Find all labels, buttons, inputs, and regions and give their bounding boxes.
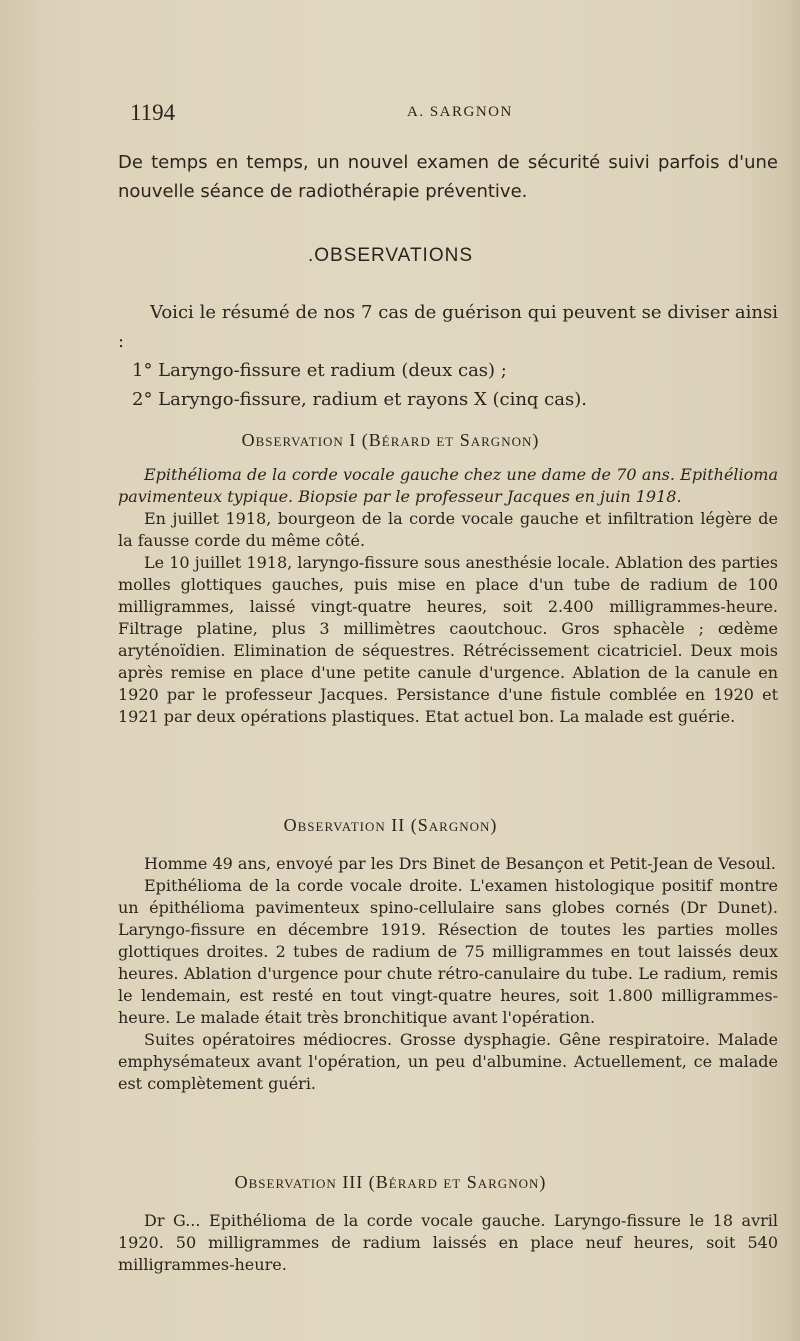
summary-lead: Voici le résumé de nos 7 cas de guérison qui peuvent se diviser ainsi : (118, 302, 778, 352)
observation-paragraph: Epithélioma de la corde vocale gauche chez une dame de 70 ans. Epithélioma pavimenteux typique. Biopsie par le professeur Jacques en juin 1918. (118, 465, 778, 506)
summary-item: 1° Laryngo-fissure et radium (deux cas) ; (132, 360, 507, 381)
observation-body (118, 464, 778, 728)
page-number: 1194 (130, 100, 176, 125)
section-title: .OBSERVATIONS (307, 245, 474, 266)
page-edge-shadow (786, 0, 800, 1341)
observation-paragraph: Homme 49 ans, envoyé par les Drs Binet de Besançon et Petit-Jean de Vesoul. (144, 854, 776, 873)
observation-body (118, 1210, 778, 1276)
observation-paragraph: Epithélioma de la corde vocale droite. L'examen histologique positif montre un épithélioma pavimenteux spino-cellulaire sans globes cornés (Dr Dunet). Laryngo-fissure en décembre 1919. Résection de toutes les parties molles glottiques droites. 2 tubes de radium de 75 milligrammes en tout laissés deux heures. Ablation d'urgence pour chute rétro-canulaire du tube. Le radium, remis le lendemain, est resté en tout vingt-quatre heures, soit 1.800 milligrammes-heure. Le malade était très bronchitique avant l'opération. (118, 876, 778, 1027)
page-header (130, 100, 770, 130)
summary-block (118, 298, 778, 414)
observation-paragraph: En juillet 1918, bourgeon de la corde vocale gauche et infiltration légère de la fausse corde du même côté. (118, 509, 778, 550)
observation-body (118, 853, 778, 1095)
observation-paragraph: Dr G... Epithélioma de la corde vocale gauche. Laryngo-fissure le 18 avril 1920. 50 milligrammes de radium laissés en place neuf heures, soit 540 milligrammes-heure. (118, 1211, 778, 1274)
observation-title: Observation III (Bérard et Sargnon) (234, 1172, 547, 1192)
observation-paragraph: Le 10 juillet 1918, laryngo-fissure sous anesthésie locale. Ablation des parties molles glottiques gauches, puis mise en place d'un tube de radium de 100 milligrammes, laissé vingt-quatre heures, soit 2.400 milligrammes-heure. Filtrage platine, plus 3 millimètres caoutchouc. Gros sphacèle ; œdème aryténoïdien. Elimination de séquestres. Rétrécissement cicatriciel. Deux mois après remise en place d'une petite canule d'urgence. Ablation de la canule en 1920 par le professeur Jacques. Persistance d'une fistule comblée en 1920 et 1921 par deux opérations plastiques. Etat actuel bon. La malade est guérie. (118, 553, 778, 726)
summary-item: 2° Laryngo-fissure, radium et rayons X (cinq cas). (132, 389, 587, 410)
observation-title: Observation I (Bérard et Sargnon) (241, 430, 540, 450)
observation-title: Observation II (Sargnon) (283, 815, 498, 835)
running-head: A. SARGNON (407, 104, 513, 120)
intro-paragraph: De temps en temps, un nouvel examen de sécurité suivi parfois d'une nouvelle séance de radiothérapie préventive. (118, 152, 778, 202)
observation-paragraph: Suites opératoires médiocres. Grosse dysphagie. Gêne respiratoire. Malade emphysémateux avant l'opération, un peu d'albumine. Actuellement, ce malade est complètement guéri. (118, 1030, 778, 1093)
